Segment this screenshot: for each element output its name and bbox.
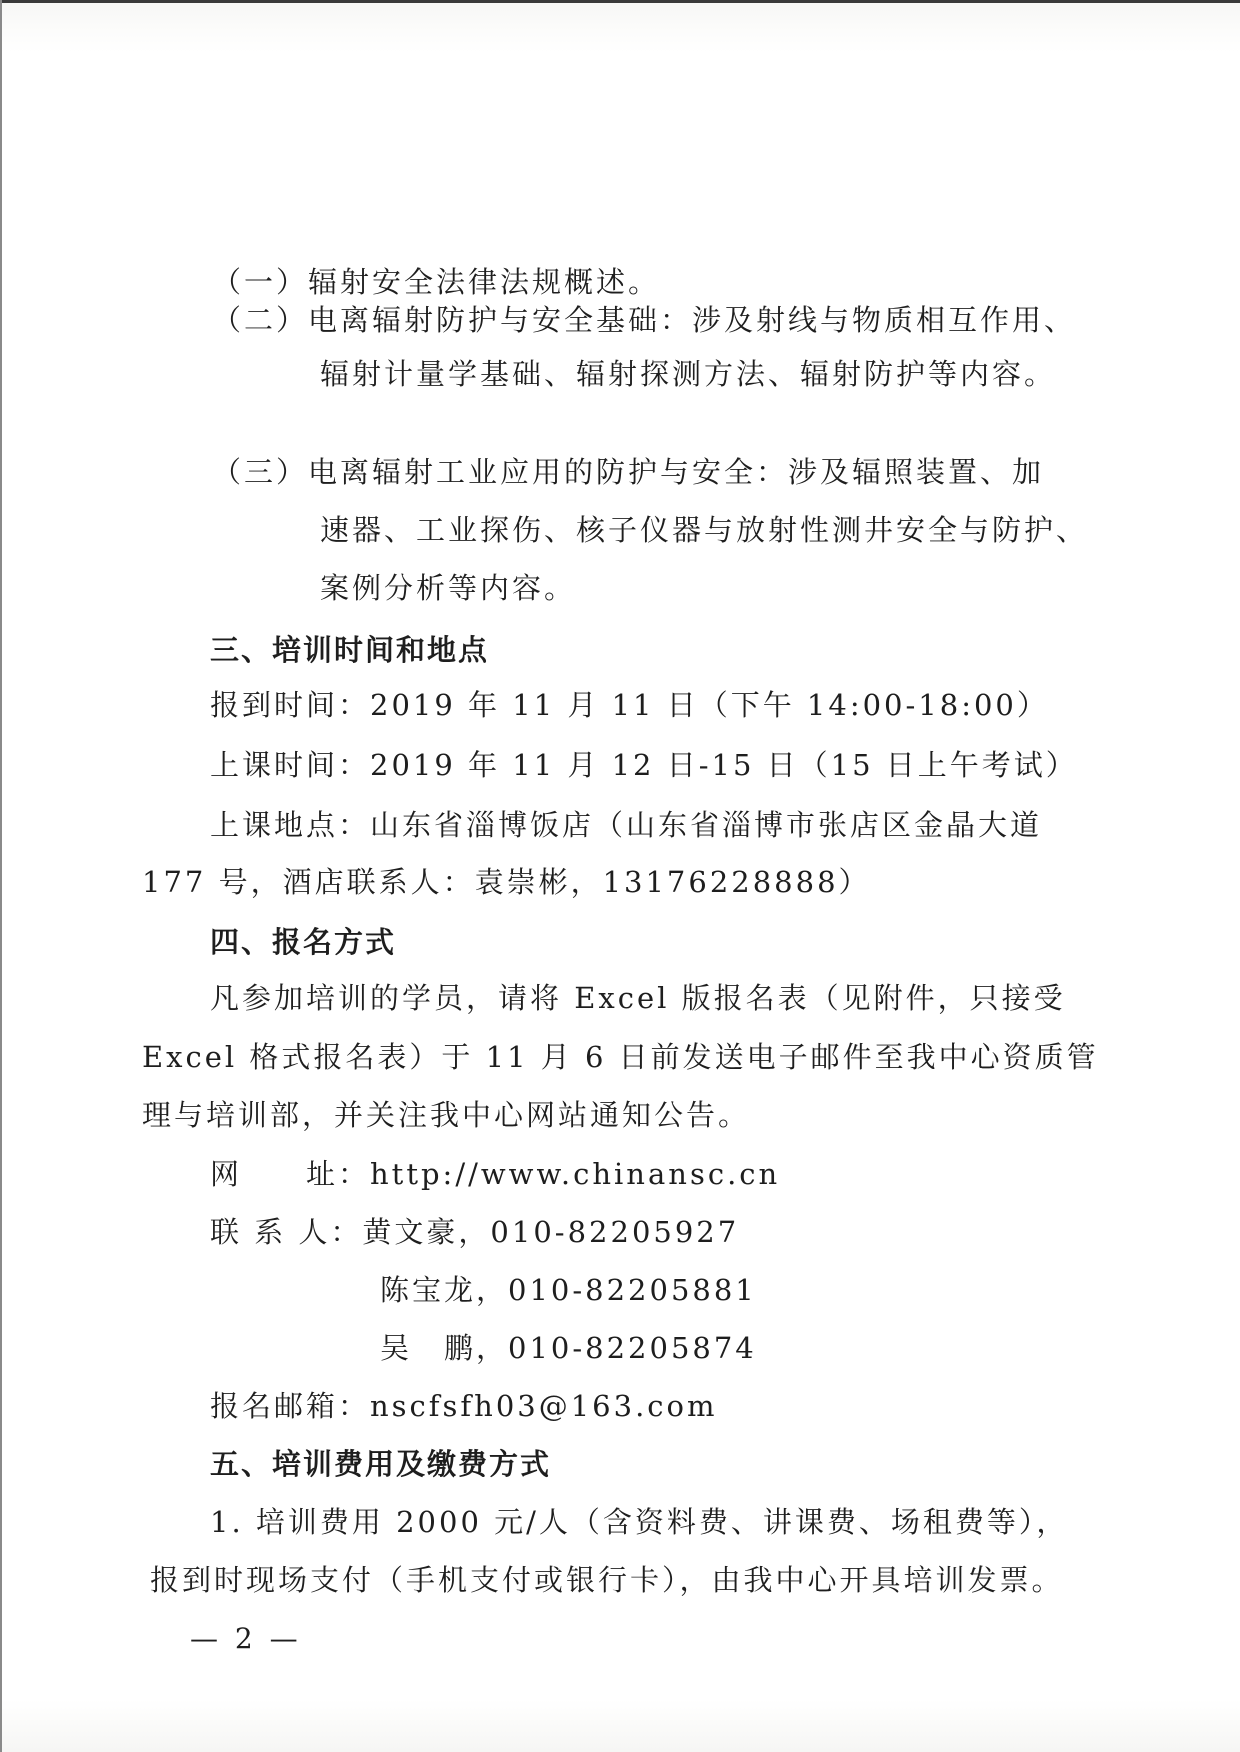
section-4-heading: 四、报名方式 bbox=[210, 925, 397, 959]
fee-line-1: 1. 培训费用 2000 元/人（含资料费、讲课费、场租费等）， bbox=[210, 1505, 1069, 1539]
contact-line-3: 吴 鹏，010-82205874 bbox=[380, 1331, 757, 1365]
registration-line-3: 理与培训部，并关注我中心网站通知公告。 bbox=[142, 1098, 751, 1132]
scan-edge-top bbox=[0, 0, 1240, 3]
item-2-line-1: （二）电离辐射防护与安全基础：涉及射线与物质相互作用、 bbox=[212, 303, 1077, 337]
page-number: — 2 — bbox=[190, 1622, 302, 1655]
item-1: （一）辐射安全法律法规概述。 bbox=[212, 265, 661, 299]
contact-line-2: 陈宝龙，010-82205881 bbox=[380, 1273, 757, 1307]
class-location-line-1: 上课地点：山东省淄博饭店（山东省淄博市张店区金晶大道 bbox=[210, 808, 1043, 842]
registration-line-2: Excel 格式报名表）于 11 月 6 日前发送电子邮件至我中心资质管 bbox=[142, 1040, 1099, 1074]
registration-email: 报名邮箱：nscfsfh03@163.com bbox=[210, 1389, 718, 1423]
registration-line-1: 凡参加培训的学员，请将 Excel 版报名表（见附件，只接受 bbox=[210, 981, 1066, 1015]
class-time: 上课时间：2019 年 11 月 12 日-15 日（15 日上午考试） bbox=[210, 748, 1078, 782]
item-3-line-1: （三）电离辐射工业应用的防护与安全：涉及辐照装置、加 bbox=[212, 455, 1045, 489]
item-3-line-2: 速器、工业探伤、核子仪器与放射性测井安全与防护、 bbox=[320, 513, 1089, 547]
class-location-line-2: 177 号，酒店联系人：袁崇彬，13176228888） bbox=[142, 865, 871, 899]
item-3-line-3: 案例分析等内容。 bbox=[320, 571, 577, 605]
fee-line-2: 报到时现场支付（手机支付或银行卡），由我中心开具培训发票。 bbox=[150, 1563, 1064, 1597]
section-3-heading: 三、培训时间和地点 bbox=[210, 633, 490, 667]
section-5-heading: 五、培训费用及缴费方式 bbox=[210, 1447, 552, 1481]
website-line: 网 址：http://www.chinansc.cn bbox=[210, 1157, 781, 1191]
scan-edge-left bbox=[0, 0, 2, 1752]
item-2-line-2: 辐射计量学基础、辐射探测方法、辐射防护等内容。 bbox=[320, 357, 1057, 391]
contact-line-1: 联 系 人：黄文豪，010-82205927 bbox=[210, 1215, 740, 1249]
checkin-time: 报到时间：2019 年 11 月 11 日（下午 14:00-18:00） bbox=[210, 688, 1049, 722]
